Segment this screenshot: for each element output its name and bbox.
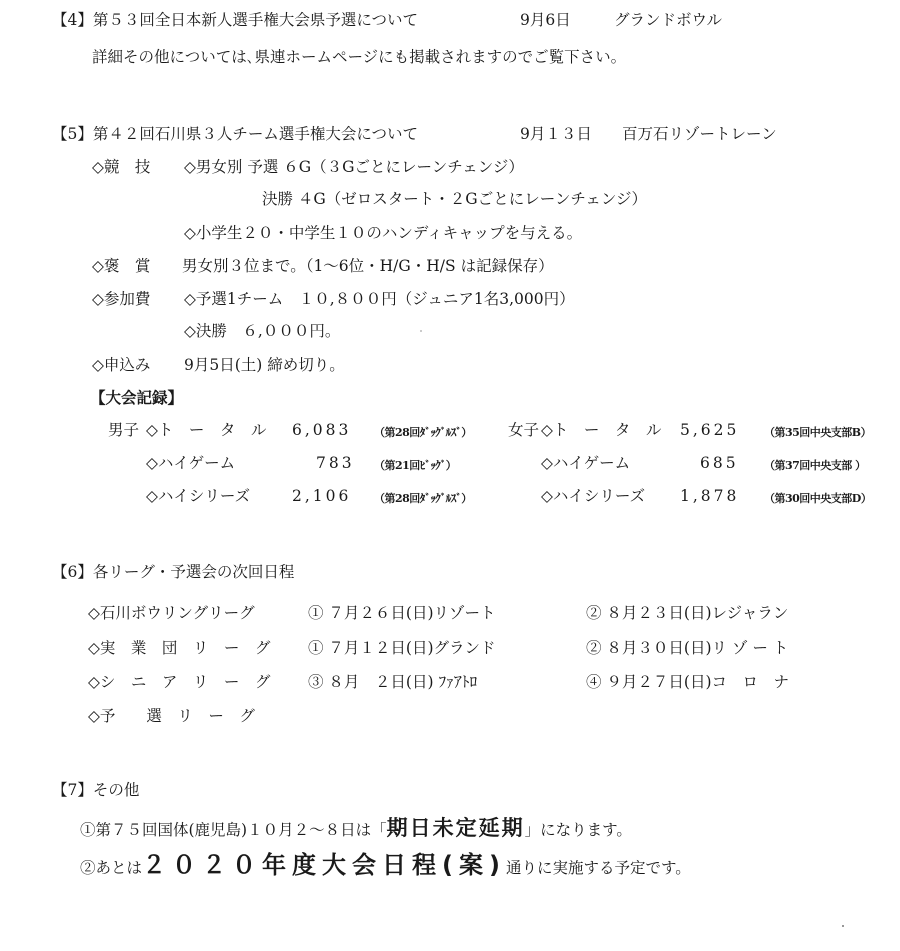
apply-text: 9月5日(土) 締め切り。 <box>184 356 345 374</box>
men-record-category: ◇ハイゲーム <box>146 454 236 472</box>
women-record-score: 5,625 <box>680 421 740 439</box>
fee-line-1: ◇予選1チーム １０,８００円（ジュニア1名3,000円） <box>184 290 575 308</box>
other-item-1-prefix: ①第７５回国体(鹿児島)１０月２～８日は「 <box>80 821 387 839</box>
league-following-date: ② ８月３０日(日)リ ゾ ー ト <box>586 639 789 657</box>
women-record-category: ◇ト ー タ ル <box>541 421 662 439</box>
award-text: 男女別３位まで。（1～6位・H/G・H/S は記録保存） <box>182 257 554 275</box>
other-item-1-suffix: 」になります。 <box>524 821 632 839</box>
league-name: ◇シ ニ ア リ ー グ <box>88 673 271 691</box>
postponed-notice: 期日未定延期 <box>386 816 525 840</box>
competition-line-3: ◇小学生２０・中学生１０のハンディキャップを与える。 <box>184 224 583 242</box>
men-record-note: （第28回ﾀﾞｯｸﾞﾙｽﾞ） <box>374 492 472 505</box>
section-7-title: 【7】その他 <box>52 781 140 799</box>
fee-line-2: ◇決勝 ６,０００円。 <box>184 322 341 340</box>
league-name: ◇予 選 リ ー グ <box>88 707 255 725</box>
section-5-title: 【5】第４２回石川県３人チーム選手権大会について <box>52 125 419 143</box>
league-next-date: ① ７月２６日(日)リゾート <box>308 604 496 622</box>
apply-label: ◇申込み <box>92 356 151 374</box>
men-record-category: ◇ト ー タ ル <box>146 421 267 439</box>
league-name: ◇石川ボウリングリーグ <box>88 604 255 622</box>
league-name: ◇実 業 団 リ ー グ <box>88 639 271 657</box>
competition-line-2: 決勝 ４G（ゼロスタート・２Gごとにレーンチェンジ） <box>262 190 648 208</box>
women-record-category: ◇ハイゲーム <box>541 454 631 472</box>
competition-line-1: ◇男女別 予選 ６G（３Gごとにレーンチェンジ） <box>184 158 524 176</box>
men-record-score: 783 <box>316 454 355 472</box>
other-item-2-suffix: 通りに実施する予定です。 <box>505 859 691 877</box>
section-4-venue: グランドボウル <box>614 11 723 29</box>
women-record-note: （第35回中央支部B） <box>764 426 872 439</box>
section-5-venue: 百万石リゾートレーン <box>622 125 777 143</box>
women-record-category: ◇ハイシリーズ <box>541 487 646 505</box>
women-label: 女子 <box>508 421 540 439</box>
women-record-note: （第30回中央支部D） <box>764 492 872 505</box>
women-record-score: 685 <box>700 454 739 472</box>
section-4-detail: 詳細その他については､県連ホームページにも掲載されますのでご覧下さい。 <box>92 48 627 66</box>
other-item-2 <box>80 851 691 879</box>
women-record-score: 1,878 <box>680 487 740 505</box>
schedule-emphasis: ２０２０年度大会日程(案) <box>142 851 506 879</box>
men-record-score: 6,083 <box>292 421 352 439</box>
other-item-2-prefix: ②あとは <box>80 859 143 877</box>
award-label: ◇褒 賞 <box>92 257 151 275</box>
section-6-title: 【6】各リーグ・予選会の次回日程 <box>52 563 295 581</box>
fee-label: ◇参加費 <box>92 290 151 308</box>
women-record-note: （第37回中央支部 ） <box>764 459 866 472</box>
scan-speck <box>420 330 422 332</box>
records-heading: 【大会記録】 <box>90 388 184 407</box>
section-5-date: 9月１３日 <box>520 125 592 143</box>
other-item-1 <box>80 818 632 840</box>
league-following-date: ④ ９月２７日(日)コ ロ ナ <box>586 673 790 691</box>
scan-speck <box>842 925 844 927</box>
league-next-date: ③ ８月 ２日(日) ﾌｧｱﾄﾛ <box>308 673 478 691</box>
men-record-score: 2,106 <box>292 487 352 505</box>
league-following-date: ② ８月２３日(日)レジャラン <box>586 604 789 622</box>
league-next-date: ① ７月１２日(日)グランド <box>308 639 496 657</box>
men-label: 男子 <box>108 421 140 439</box>
men-record-category: ◇ハイシリーズ <box>146 487 251 505</box>
competition-label: ◇競 技 <box>92 158 151 176</box>
section-4-date: 9月6日 <box>520 11 571 29</box>
section-4-title: 【4】第５３回全日本新人選手権大会県予選について <box>52 11 419 29</box>
men-record-note: （第28回ﾀﾞｯｸﾞﾙｽﾞ） <box>374 426 472 439</box>
men-record-note: （第21回ﾋﾞｯｸﾞ） <box>374 459 457 472</box>
